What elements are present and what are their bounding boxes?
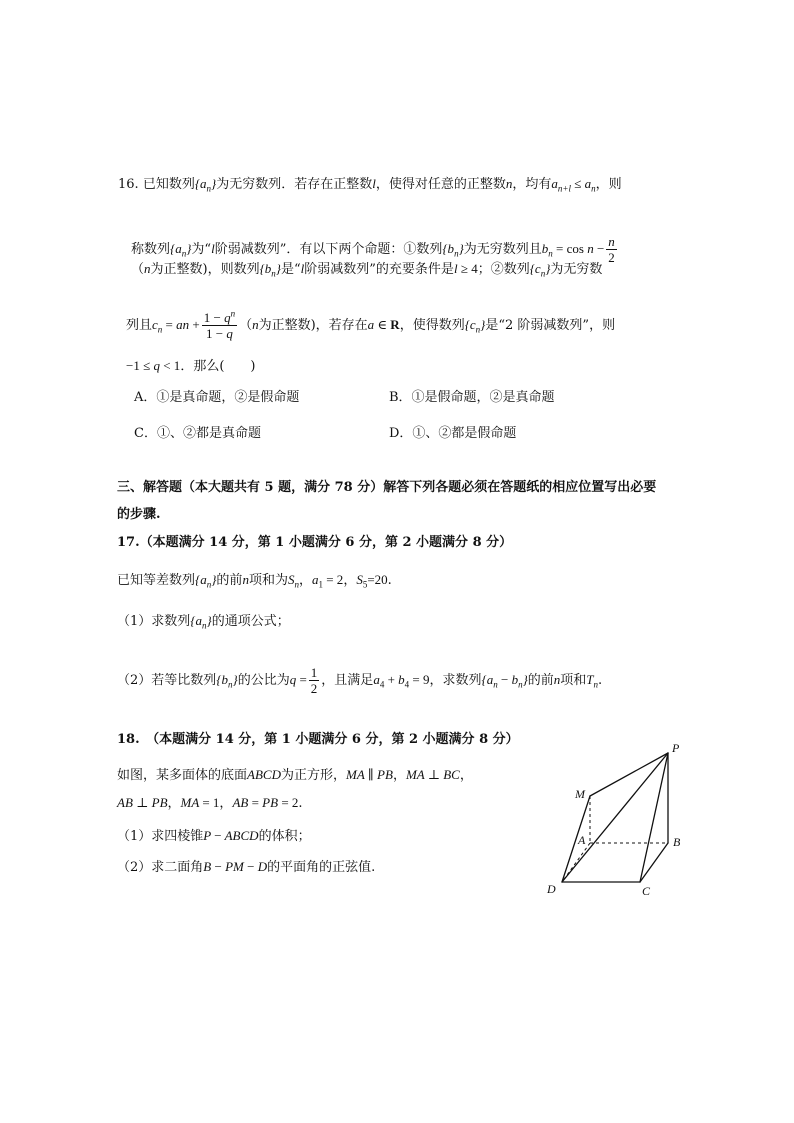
fraction-one-half: $\frac{1}{2}$ <box>310 665 318 696</box>
label-m: M <box>575 787 585 801</box>
q16-option-c[interactable]: C．①、②都是真命题 <box>134 426 261 441</box>
q16-option-a[interactable]: A．①是真命题，②是假命题 <box>134 390 300 405</box>
q16-line-1: 16. 已知数列$\{a_n\}$为无穷数列．若存在正整数l，使得对任意的正整数n，均有$a_{n+l} \le a_n$，则 <box>118 176 622 194</box>
label-d: D <box>547 882 556 896</box>
label-b: B <box>673 835 681 849</box>
q18-statement-1: 如图，某多面体的底面ABCD为正方形，MA ∥ PB，MA ⊥ BC， <box>117 767 473 783</box>
q17-statement: 已知等差数列$\{a_n\}$的前n项和为$S_n$，$a_1 = 2$，$S_5=20$. <box>117 572 392 590</box>
section3-line-1: 三、解答题（本大题共有 5 题，满分 78 分）解答下列各题必须在答题纸的相应位置写出必要 <box>117 480 657 495</box>
edge-m-d <box>562 796 590 882</box>
fraction-n-over-2: $\frac{n}{2}$ <box>608 234 615 265</box>
q17-header: 17.（本题满分 14 分，第 1 小题满分 6 分，第 2 小题满分 8 分） <box>117 535 513 550</box>
q17-part-1: （1）求数列$\{a_n\}$的通项公式； <box>117 613 290 631</box>
q18-header: 18. （本题满分 14 分，第 1 小题满分 6 分，第 2 小题满分 8 分） <box>117 732 519 747</box>
q16-option-b[interactable]: B．①是假命题，②是真命题 <box>389 390 555 405</box>
q16-option-d[interactable]: D．①、②都是假命题 <box>389 426 517 441</box>
q18-statement-2: AB ⊥ PB，MA = 1，AB = PB = 2. <box>117 795 303 811</box>
edge-p-m <box>590 753 668 796</box>
fraction-1-minus-qn: $\frac{1 - q^n}{1 - q}$ <box>203 308 236 341</box>
edge-p-d <box>562 753 668 882</box>
q16-line-4: 列且$c_n$ = an + $\frac{1 - q^n}{1 - q}$ （n为正整数)，若存在a ∈ R，使得数列$\{c_n\}$是“2 阶弱减数列”，则 <box>126 308 616 341</box>
q16-line-2: 称数列$\{a_n\}$为“l阶弱减数列”．有以下两个命题：①数列$\{b_n\}$为无穷数列且$b_n = \cos n$ − $\frac{n}{2}$ <box>131 234 615 265</box>
label-c: C <box>642 884 651 898</box>
q18-part-1: （1）求四棱锥P − ABCD的体积； <box>117 828 311 844</box>
q17-part-2: （2）若等比数列$\{b_n\}$的公比为q = $\frac{1}{2}$ ，且满足$a_4 + b_4 = 9$，求数列$\{a_n - b_n\}$的前n项和$T_n$. <box>117 665 603 696</box>
section3-line-2: 的步骤. <box>117 507 161 522</box>
q18-part-2: （2）求二面角B − PM − D的平面角的正弦值. <box>117 859 376 875</box>
label-p: P <box>672 741 680 755</box>
q16-line-5: −1 ≤ q < 1．那么( ) <box>126 358 256 374</box>
polyhedron-figure <box>543 740 693 900</box>
label-a: A <box>578 833 586 847</box>
q16-line-3: （n为正整数)，则数列$\{b_n\}$是“l阶弱减数列”的充要条件是l ≥ 4；②数列$\{c_n\}$为无穷数 <box>131 261 603 279</box>
